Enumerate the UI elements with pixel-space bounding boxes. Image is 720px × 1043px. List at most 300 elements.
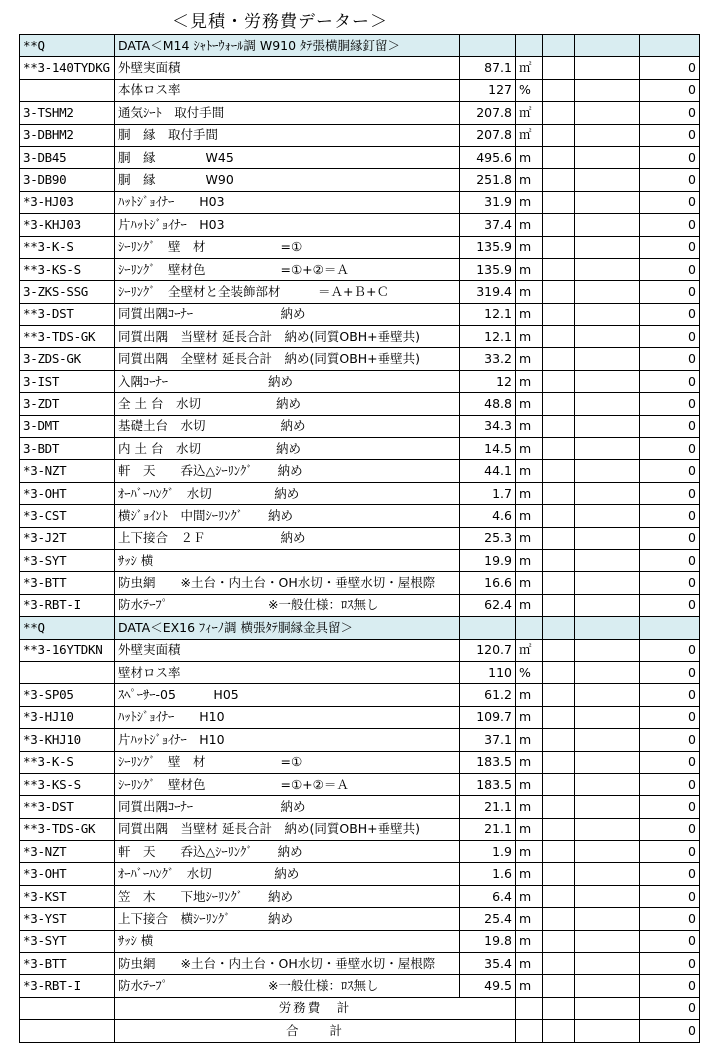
blank-cell (543, 930, 575, 952)
unit-cell: m (516, 169, 543, 191)
unit-cell: m (516, 326, 543, 348)
unit-cell: m (516, 505, 543, 527)
amount-cell (640, 35, 700, 57)
unit-cell: m (516, 482, 543, 504)
blank-cell (575, 997, 640, 1019)
item-code-cell: **3-KS-S (20, 258, 115, 280)
table-row (20, 729, 700, 751)
table-row (20, 57, 700, 79)
unit-cell: % (516, 661, 543, 683)
amount-cell: 0 (640, 661, 700, 683)
item-name-cell: 同質出隅ｺｰﾅｰ 納め (115, 796, 460, 818)
blank-cell (543, 997, 575, 1019)
quantity-cell: 127 (460, 79, 516, 101)
blank-cell (575, 236, 640, 258)
blank-cell (575, 57, 640, 79)
table-row (20, 460, 700, 482)
amount-cell: 0 (640, 348, 700, 370)
item-name-cell: 片ﾊｯﾄｼﾞｮｲﾅｰ H03 (115, 214, 460, 236)
item-name-cell: ｻｯｼ 横 (115, 549, 460, 571)
amount-cell: 0 (640, 102, 700, 124)
amount-cell: 0 (640, 684, 700, 706)
item-code-cell: *3-RBT-I (20, 975, 115, 997)
unit-cell: m (516, 258, 543, 280)
item-code-cell (20, 661, 115, 683)
unit-cell: m (516, 818, 543, 840)
amount-cell: 0 (640, 729, 700, 751)
blank-cell (575, 393, 640, 415)
item-name-cell: ﾊｯﾄｼﾞｮｲﾅｰ H03 (115, 191, 460, 213)
table-row (20, 953, 700, 975)
blank-cell (543, 169, 575, 191)
quantity-cell: 35.4 (460, 953, 516, 975)
table-row (20, 706, 700, 728)
blank-cell (575, 169, 640, 191)
unit-cell: m (516, 214, 543, 236)
blank-cell (543, 415, 575, 437)
quantity-cell (460, 35, 516, 57)
blank-cell (20, 1020, 115, 1042)
item-name-cell: DATA＜M14 ｼｬﾄｰｳｫｰﾙ調 W910 ﾀﾃ張横胴縁釘留＞ (115, 35, 460, 57)
blank-cell (575, 908, 640, 930)
unit-cell: ㎡ (516, 102, 543, 124)
table-row (20, 326, 700, 348)
table-row (20, 124, 700, 146)
amount-cell: 0 (640, 863, 700, 885)
blank-cell (575, 751, 640, 773)
table-row (20, 169, 700, 191)
total-amount: 0 (640, 1020, 700, 1042)
unit-cell: m (516, 146, 543, 168)
table-row (20, 572, 700, 594)
amount-cell: 0 (640, 281, 700, 303)
blank-cell (575, 549, 640, 571)
blank-cell (543, 549, 575, 571)
blank-cell (575, 1020, 640, 1042)
quantity-cell: 21.1 (460, 818, 516, 840)
amount-cell: 0 (640, 57, 700, 79)
table-row (20, 594, 700, 616)
unit-cell: m (516, 236, 543, 258)
item-name-cell: DATA＜EX16 ﾌｨｰﾉ調 横張ﾀﾃ胴縁金具留＞ (115, 617, 460, 639)
blank-cell (575, 796, 640, 818)
item-code-cell: **Q (20, 35, 115, 57)
quantity-cell: 16.6 (460, 572, 516, 594)
blank-cell (543, 975, 575, 997)
item-code-cell: 3-TSHM2 (20, 102, 115, 124)
blank-cell (543, 639, 575, 661)
amount-cell: 0 (640, 370, 700, 392)
unit-cell: % (516, 79, 543, 101)
quantity-cell: 207.8 (460, 124, 516, 146)
amount-cell: 0 (640, 460, 700, 482)
table-row (20, 438, 700, 460)
amount-cell: 0 (640, 885, 700, 907)
quantity-cell: 33.2 (460, 348, 516, 370)
blank-cell (575, 348, 640, 370)
blank-cell (543, 35, 575, 57)
item-code-cell: *3-BTT (20, 572, 115, 594)
item-code-cell: 3-BDT (20, 438, 115, 460)
item-code-cell: **3-K-S (20, 236, 115, 258)
item-name-cell: ｼｰﾘﾝｸﾞ 壁 材 =① (115, 751, 460, 773)
sheet-title: ＜見積・労務費データー＞ (172, 12, 388, 32)
blank-cell (575, 729, 640, 751)
unit-cell: m (516, 863, 543, 885)
item-name-cell: 片ﾊｯﾄｼﾞｮｲﾅｰ H10 (115, 729, 460, 751)
total-amount: 0 (640, 997, 700, 1019)
quantity-cell: 135.9 (460, 236, 516, 258)
quantity-cell: 12.1 (460, 326, 516, 348)
blank-cell (543, 617, 575, 639)
quantity-cell: 48.8 (460, 393, 516, 415)
item-code-cell: **3-K-S (20, 751, 115, 773)
blank-cell (575, 370, 640, 392)
item-name-cell: ｼｰﾘﾝｸﾞ 全壁材と全装飾部材 ＝Ａ+Ｂ+Ｃ (115, 281, 460, 303)
amount-cell (640, 617, 700, 639)
blank-cell (543, 594, 575, 616)
unit-cell: m (516, 930, 543, 952)
blank-cell (575, 146, 640, 168)
blank-cell (575, 460, 640, 482)
quantity-cell: 110 (460, 661, 516, 683)
quantity-cell: 37.1 (460, 729, 516, 751)
blank-cell (575, 35, 640, 57)
unit-cell: m (516, 594, 543, 616)
blank-cell (543, 146, 575, 168)
unit-cell: m (516, 908, 543, 930)
table-row (20, 818, 700, 840)
blank-cell (516, 1020, 543, 1042)
quantity-cell: 21.1 (460, 796, 516, 818)
blank-cell (575, 594, 640, 616)
item-code-cell: *3-KHJ10 (20, 729, 115, 751)
unit-cell: m (516, 751, 543, 773)
amount-cell: 0 (640, 303, 700, 325)
blank-cell (575, 572, 640, 594)
item-code-cell: *3-KHJ03 (20, 214, 115, 236)
item-code-cell: **3-140TYDKG (20, 57, 115, 79)
blank-cell (575, 885, 640, 907)
amount-cell: 0 (640, 751, 700, 773)
unit-cell: m (516, 415, 543, 437)
estimate-table (19, 34, 700, 1043)
item-code-cell: **3-DST (20, 796, 115, 818)
item-name-cell: 外壁実面積 (115, 57, 460, 79)
quantity-cell: 135.9 (460, 258, 516, 280)
item-code-cell: 3-DB45 (20, 146, 115, 168)
table-row (20, 303, 700, 325)
quantity-cell (460, 617, 516, 639)
amount-cell: 0 (640, 258, 700, 280)
blank-cell (543, 348, 575, 370)
blank-cell (543, 326, 575, 348)
item-code-cell: **3-KS-S (20, 773, 115, 795)
table-row (20, 841, 700, 863)
table-row (20, 639, 700, 661)
section-header-row (20, 617, 700, 639)
blank-cell (543, 953, 575, 975)
quantity-cell: 19.8 (460, 930, 516, 952)
blank-cell (516, 997, 543, 1019)
item-code-cell: 3-ZDS-GK (20, 348, 115, 370)
table-row (20, 527, 700, 549)
item-code-cell (20, 79, 115, 101)
amount-cell: 0 (640, 214, 700, 236)
quantity-cell: 19.9 (460, 549, 516, 571)
amount-cell: 0 (640, 236, 700, 258)
quantity-cell: 1.7 (460, 482, 516, 504)
blank-cell (575, 773, 640, 795)
unit-cell: m (516, 953, 543, 975)
unit-cell: ㎡ (516, 124, 543, 146)
unit-cell: m (516, 370, 543, 392)
item-code-cell: *3-NZT (20, 460, 115, 482)
item-name-cell: 横ｼﾞｮｲﾝﾄ 中間ｼｰﾘﾝｸﾞ 納め (115, 505, 460, 527)
item-name-cell: 軒 天 呑込△ｼｰﾘﾝｸﾞ 納め (115, 841, 460, 863)
blank-cell (543, 661, 575, 683)
amount-cell: 0 (640, 953, 700, 975)
section-header-row (20, 35, 700, 57)
amount-cell: 0 (640, 796, 700, 818)
amount-cell: 0 (640, 482, 700, 504)
quantity-cell: 12 (460, 370, 516, 392)
amount-cell: 0 (640, 146, 700, 168)
item-name-cell: 同質出隅ｺｰﾅｰ 納め (115, 303, 460, 325)
table-row (20, 482, 700, 504)
table-row (20, 415, 700, 437)
amount-cell: 0 (640, 169, 700, 191)
blank-cell (543, 863, 575, 885)
blank-cell (575, 214, 640, 236)
blank-cell (543, 191, 575, 213)
quantity-cell: 4.6 (460, 505, 516, 527)
blank-cell (575, 191, 640, 213)
quantity-cell: 25.4 (460, 908, 516, 930)
amount-cell: 0 (640, 930, 700, 952)
blank-cell (575, 79, 640, 101)
amount-cell: 0 (640, 841, 700, 863)
unit-cell: m (516, 191, 543, 213)
table-row (20, 684, 700, 706)
blank-cell (575, 258, 640, 280)
blank-cell (575, 505, 640, 527)
table-row (20, 773, 700, 795)
item-name-cell: 胴 縁 W45 (115, 146, 460, 168)
blank-cell (575, 841, 640, 863)
table-row (20, 146, 700, 168)
table-row (20, 79, 700, 101)
blank-cell (543, 751, 575, 773)
table-row (20, 751, 700, 773)
item-code-cell: **3-DST (20, 303, 115, 325)
table-row (20, 281, 700, 303)
blank-cell (543, 841, 575, 863)
quantity-cell: 87.1 (460, 57, 516, 79)
amount-cell: 0 (640, 908, 700, 930)
unit-cell: m (516, 527, 543, 549)
item-name-cell: ｵｰﾊﾞｰﾊﾝｸﾞ 水切 納め (115, 482, 460, 504)
amount-cell: 0 (640, 191, 700, 213)
quantity-cell: 319.4 (460, 281, 516, 303)
blank-cell (575, 930, 640, 952)
total-label: 労務費 計 (115, 997, 516, 1019)
table-row (20, 236, 700, 258)
quantity-cell: 62.4 (460, 594, 516, 616)
item-name-cell: ﾊｯﾄｼﾞｮｲﾅｰ H10 (115, 706, 460, 728)
quantity-cell: 1.9 (460, 841, 516, 863)
unit-cell: m (516, 438, 543, 460)
amount-cell: 0 (640, 773, 700, 795)
item-code-cell: **Q (20, 617, 115, 639)
quantity-cell: 14.5 (460, 438, 516, 460)
blank-cell (543, 258, 575, 280)
item-code-cell: *3-SYT (20, 930, 115, 952)
unit-cell: m (516, 975, 543, 997)
amount-cell: 0 (640, 326, 700, 348)
table-row (20, 975, 700, 997)
quantity-cell: 120.7 (460, 639, 516, 661)
item-name-cell: ｽﾍﾟｰｻｰ-05 H05 (115, 684, 460, 706)
item-name-cell: 基礎土台 水切 納め (115, 415, 460, 437)
quantity-cell: 31.9 (460, 191, 516, 213)
item-name-cell: 防虫網 ※土台・内土台・OH水切・垂壁水切・屋根際 (115, 572, 460, 594)
item-code-cell: 3-DB90 (20, 169, 115, 191)
unit-cell: m (516, 885, 543, 907)
amount-cell: 0 (640, 393, 700, 415)
table-row (20, 863, 700, 885)
quantity-cell: 49.5 (460, 975, 516, 997)
blank-cell (543, 527, 575, 549)
item-code-cell: **3-16YTDKN (20, 639, 115, 661)
blank-cell (575, 326, 640, 348)
total-row (20, 997, 700, 1019)
item-name-cell: 防虫網 ※土台・内土台・OH水切・垂壁水切・屋根際 (115, 953, 460, 975)
unit-cell: m (516, 773, 543, 795)
blank-cell (543, 370, 575, 392)
unit-cell: m (516, 572, 543, 594)
item-code-cell: 3-ZDT (20, 393, 115, 415)
blank-cell (575, 975, 640, 997)
item-name-cell: 上下接合 ２Ｆ 納め (115, 527, 460, 549)
table-row (20, 214, 700, 236)
blank-cell (575, 684, 640, 706)
table-row (20, 661, 700, 683)
amount-cell: 0 (640, 706, 700, 728)
item-name-cell: ｼｰﾘﾝｸﾞ 壁 材 =① (115, 236, 460, 258)
item-name-cell: ｻｯｼ 横 (115, 930, 460, 952)
unit-cell (516, 617, 543, 639)
quantity-cell: 6.4 (460, 885, 516, 907)
item-name-cell: ｵｰﾊﾞｰﾊﾝｸﾞ 水切 納め (115, 863, 460, 885)
blank-cell (543, 438, 575, 460)
table-row (20, 505, 700, 527)
blank-cell (575, 482, 640, 504)
unit-cell: m (516, 281, 543, 303)
blank-cell (543, 57, 575, 79)
blank-cell (543, 214, 575, 236)
table-row (20, 393, 700, 415)
item-name-cell: 上下接合 横ｼｰﾘﾝｸﾞ 納め (115, 908, 460, 930)
item-code-cell: *3-J2T (20, 527, 115, 549)
blank-cell (543, 729, 575, 751)
quantity-cell: 109.7 (460, 706, 516, 728)
table-row (20, 796, 700, 818)
unit-cell: m (516, 706, 543, 728)
unit-cell (516, 35, 543, 57)
blank-cell (575, 527, 640, 549)
table-row (20, 102, 700, 124)
blank-cell (575, 438, 640, 460)
item-name-cell: 軒 天 呑込△ｼｰﾘﾝｸﾞ 納め (115, 460, 460, 482)
blank-cell (543, 773, 575, 795)
item-name-cell: 同質出隅 全壁材 延長合計 納め(同質OBH+垂壁共) (115, 348, 460, 370)
item-name-cell: 防水ﾃｰﾌﾟ ※一般仕様：ﾛｽ無し (115, 975, 460, 997)
item-code-cell: *3-CST (20, 505, 115, 527)
blank-cell (543, 124, 575, 146)
item-code-cell: *3-OHT (20, 863, 115, 885)
blank-cell (543, 281, 575, 303)
blank-cell (543, 796, 575, 818)
item-code-cell: 3-IST (20, 370, 115, 392)
amount-cell: 0 (640, 549, 700, 571)
item-name-cell: 防水ﾃｰﾌﾟ ※一般仕様：ﾛｽ無し (115, 594, 460, 616)
quantity-cell: 34.3 (460, 415, 516, 437)
blank-cell (575, 818, 640, 840)
amount-cell: 0 (640, 527, 700, 549)
item-code-cell: *3-HJ10 (20, 706, 115, 728)
blank-cell (543, 818, 575, 840)
item-name-cell: 笠 木 下地ｼｰﾘﾝｸﾞ 納め (115, 885, 460, 907)
blank-cell (575, 415, 640, 437)
item-code-cell: *3-RBT-I (20, 594, 115, 616)
blank-cell (543, 482, 575, 504)
item-code-cell: **3-TDS-GK (20, 326, 115, 348)
unit-cell: m (516, 684, 543, 706)
blank-cell (575, 102, 640, 124)
blank-cell (543, 885, 575, 907)
quantity-cell: 251.8 (460, 169, 516, 191)
item-code-cell: *3-YST (20, 908, 115, 930)
blank-cell (543, 684, 575, 706)
unit-cell: m (516, 841, 543, 863)
unit-cell: ㎡ (516, 639, 543, 661)
table-row (20, 191, 700, 213)
unit-cell: m (516, 729, 543, 751)
item-code-cell: *3-BTT (20, 953, 115, 975)
blank-cell (575, 124, 640, 146)
total-row (20, 1020, 700, 1042)
blank-cell (543, 706, 575, 728)
amount-cell: 0 (640, 124, 700, 146)
amount-cell: 0 (640, 975, 700, 997)
amount-cell: 0 (640, 639, 700, 661)
item-name-cell: 胴 縁 W90 (115, 169, 460, 191)
amount-cell: 0 (640, 572, 700, 594)
blank-cell (543, 102, 575, 124)
item-code-cell: *3-OHT (20, 482, 115, 504)
blank-cell (543, 303, 575, 325)
item-name-cell: 同質出隅 当壁材 延長合計 納め(同質OBH+垂壁共) (115, 326, 460, 348)
item-name-cell: 通気ｼｰﾄ 取付手間 (115, 102, 460, 124)
blank-cell (575, 953, 640, 975)
item-code-cell: *3-SP05 (20, 684, 115, 706)
blank-cell (575, 661, 640, 683)
quantity-cell: 207.8 (460, 102, 516, 124)
item-code-cell: *3-NZT (20, 841, 115, 863)
blank-cell (575, 863, 640, 885)
blank-cell (543, 572, 575, 594)
